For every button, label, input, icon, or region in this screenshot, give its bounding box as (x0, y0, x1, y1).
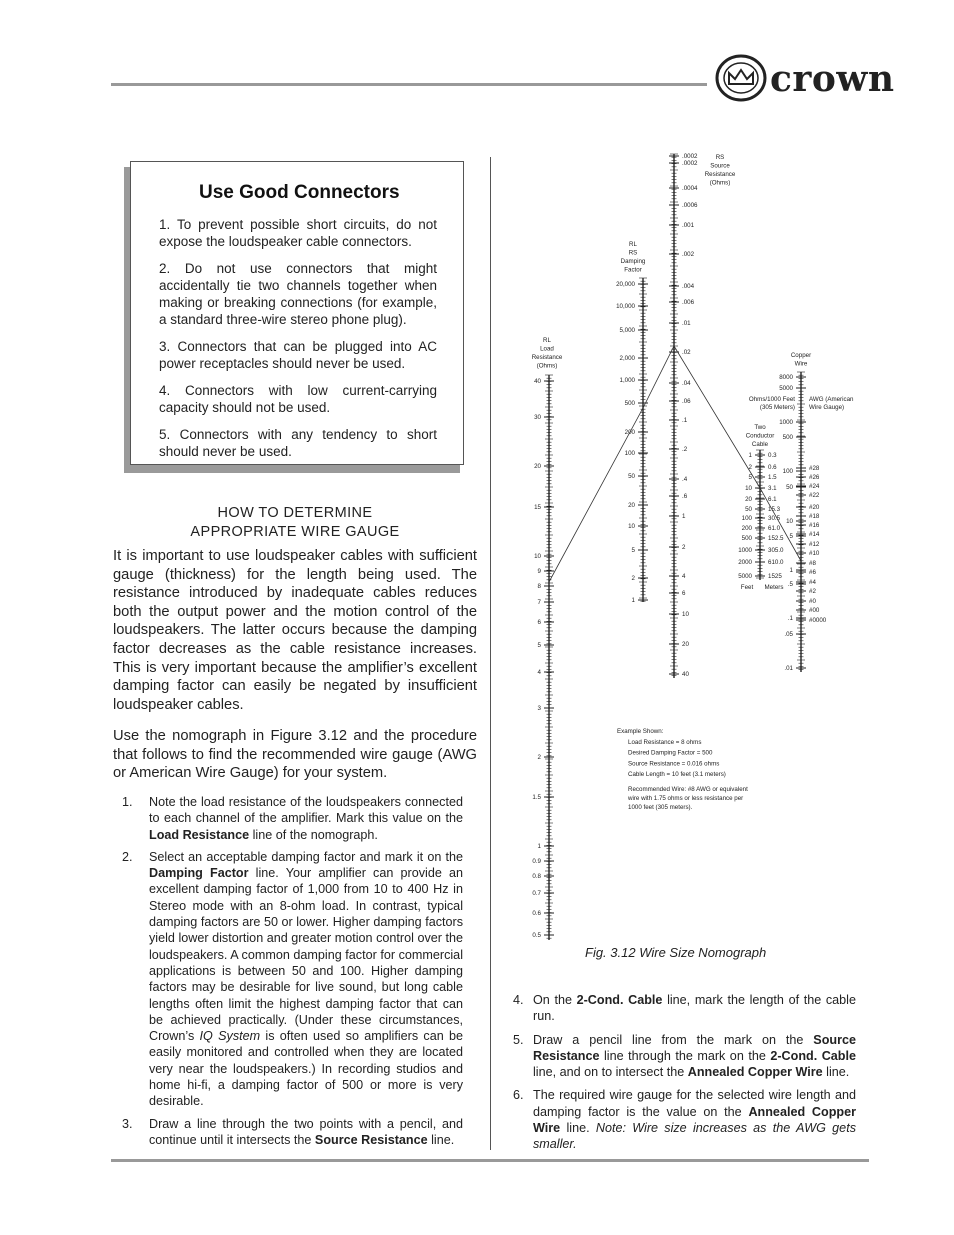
step-item: 4. On the 2-Cond. Cable line, mark the length of the cable run. (513, 993, 856, 1024)
source-tick-label: .04 (682, 380, 691, 387)
example-recommendation: Recommended Wire: #8 AWG or equivalent (628, 786, 748, 793)
load-tick-label: 9 (537, 568, 541, 575)
damping-tick-label: 5,000 (619, 327, 635, 334)
brand-wordmark: crown (770, 58, 895, 100)
damping-tick-label: 5 (631, 547, 635, 554)
copper-awg-label: #10 (809, 550, 820, 557)
copper-ohms-label: .5 (787, 581, 793, 588)
damping-tick-label: 50 (628, 473, 635, 480)
callout-item: 1. To prevent possible short circuits, do not expose the loudspeaker cable connectors. (159, 217, 437, 249)
callout-item: 5. Connectors with any tendency to short should never be used. (159, 427, 437, 459)
cable-feet-label: 500 (741, 535, 752, 542)
source-axis-label: Resistance (704, 171, 736, 178)
cable-feet-label: 1 (748, 452, 752, 459)
damping-tick-label: 10 (628, 523, 635, 530)
copper-awg-label: #28 (809, 465, 820, 472)
cable-meters-label: 30.5 (768, 515, 781, 522)
source-tick-label: .01 (682, 320, 691, 327)
load-tick-label: 8 (537, 583, 541, 590)
example-line: Source Resistance = 0.016 ohms (628, 760, 720, 768)
copper-ohms-label: 8000 (779, 374, 793, 381)
source-tick-label: .006 (682, 299, 695, 306)
header-rule (111, 83, 707, 86)
cable-feet-label: 2000 (738, 559, 752, 566)
damping-axis-label: RS (628, 249, 638, 257)
source-tick-label: 4 (682, 573, 686, 580)
load-tick-label: 7 (537, 599, 541, 606)
copper-awg-caption: AWG (American (809, 396, 854, 403)
cable-feet-label: 50 (745, 506, 752, 513)
crown-logo-icon (715, 53, 767, 103)
source-tick-label: .002 (682, 251, 695, 258)
copper-ohms-label: 5 (789, 533, 793, 540)
copper-ohms-label: 1 (789, 567, 793, 574)
copper-awg-label: #00 (809, 607, 820, 614)
source-tick-label: .02 (682, 349, 691, 356)
cable-feet-label: 10 (745, 485, 752, 492)
source-tick-label: 2 (682, 544, 686, 551)
copper-ohms-label: .1 (787, 615, 793, 622)
copper-awg-label: #0000 (809, 617, 827, 624)
source-tick-label: 6 (682, 590, 686, 597)
source-tick-label: .6 (682, 493, 688, 500)
cable-meters-label: 0.6 (768, 464, 777, 471)
copper-ohms-label: .05 (784, 631, 793, 638)
source-tick-label: .0002 (682, 153, 698, 160)
copper-ohms-caption: Ohms/1000 Feet (748, 396, 795, 403)
source-tick-label: .0002 (682, 160, 698, 167)
source-axis-label: RS (715, 154, 725, 161)
load-tick-label: 2 (537, 754, 541, 761)
cable-feet-caption: Feet (740, 584, 754, 591)
copper-awg-label: #12 (809, 541, 820, 548)
source-tick-label: .001 (682, 222, 695, 229)
damping-tick-label: 20 (628, 502, 635, 509)
copper-awg-label: #16 (809, 522, 820, 529)
example-title: Example Shown: (617, 728, 664, 735)
load-tick-label: 0.5 (532, 932, 541, 939)
cable-feet-label: 20 (745, 496, 752, 503)
section-heading: HOW TO DETERMINE APPROPRIATE WIRE GAUGE (190, 505, 400, 540)
step-item: 6. The required wire gauge for the selected wire length and damping factor is the value on the Annealed Copper Wire line. Note: Wire size increases as the AWG gets smaller. (513, 1088, 856, 1152)
damping-tick-label: 20,000 (616, 281, 635, 288)
copper-ohms-caption: (305 Meters) (759, 404, 795, 411)
copper-awg-label: #0 (809, 598, 816, 605)
load-tick-label: 10 (534, 553, 541, 560)
load-tick-label: 4 (537, 669, 541, 676)
cable-meters-label: 1.5 (768, 474, 777, 481)
procedure-steps-left (113, 794, 463, 1154)
copper-awg-label: #24 (809, 483, 820, 490)
copper-axis-label: Copper (790, 352, 812, 359)
copper-awg-label: #8 (809, 560, 816, 567)
example-recommendation: 1000 feet (305 meters). (628, 804, 693, 811)
step-item: 5. Draw a pencil line from the mark on the Source Resistance line through the mark on the 2-Cond. Cable line, and on to intersect the Annealed Copper Wire line. (513, 1032, 856, 1080)
load-tick-label: 0.8 (532, 873, 541, 880)
source-tick-label: .0006 (682, 202, 698, 209)
callout-item: 4. Connectors with low current-carrying capacity should not be used. (159, 383, 437, 415)
damping-axis-label: Damping (620, 258, 646, 265)
cable-meters-label: 3.1 (768, 485, 777, 492)
copper-awg-label: #26 (809, 474, 820, 481)
cable-meters-caption: Meters (764, 584, 784, 591)
cable-meters-label: 61.0 (768, 525, 781, 532)
load-axis-label: Resistance (531, 354, 563, 361)
load-axis-label: RL (543, 337, 551, 344)
source-tick-label: .4 (682, 476, 688, 483)
source-axis-label: Source (710, 162, 730, 170)
copper-ohms-label: .01 (784, 665, 793, 672)
procedure-steps-right (513, 992, 856, 1159)
cable-axis-label: Cable (751, 441, 769, 448)
column-divider (490, 157, 491, 1150)
cable-feet-label: 1000 (738, 547, 752, 554)
wire-size-nomograph (500, 150, 860, 950)
cable-meters-label: 6.1 (768, 496, 777, 503)
example-line: Desired Damping Factor = 500 (628, 749, 713, 757)
figure-caption: Fig. 3.12 Wire Size Nomograph (585, 945, 767, 960)
load-tick-label: 3 (537, 705, 541, 712)
load-tick-label: 6 (537, 619, 541, 626)
damping-tick-label: 1 (631, 597, 635, 604)
source-tick-label: .004 (682, 283, 695, 290)
copper-ohms-label: 50 (786, 484, 793, 491)
load-tick-label: 0.9 (532, 858, 541, 865)
step-item: 2. Select an acceptable damping factor and mark it on the Damping Factor line. Your amplifier can provide an excellent damping factor of 1,000 from 10 to 400 Hz in Stereo mode with an 8-ohm load. In contrast, typical damping factors are 50 or lower. Higher damping factors yield lower distortion and greater motion control over the loudspeakers. A common damping factor for commercial applications is between 50 and 100. Higher damping factors may be desirable for live sound, but long cable lengths often limit the highest damping factor that can be achieved practically. (Under these circumstances, Crown’s IQ System is often used so amplifiers can be easily monitored and controlled when they are located very near the loudspeakers.) In recording studios and home hi-fi, a damping factor of 500 or more is very desirable. (122, 849, 463, 1109)
footer-rule (111, 1159, 869, 1162)
cable-meters-label: 610.0 (768, 559, 784, 566)
copper-awg-label: #4 (809, 579, 816, 586)
cable-axis-label: Conductor (745, 432, 775, 440)
copper-awg-label: #20 (809, 504, 820, 511)
cable-meters-label: 1525 (768, 573, 782, 580)
source-tick-label: .0004 (682, 185, 698, 192)
source-tick-label: 40 (682, 671, 689, 678)
step-item: 1. Note the load resistance of the loudspeakers connected to each channel of the amplifier. Mark this value on the Load Resistance line of the nomograph. (122, 795, 463, 842)
damping-axis-label: Factor (624, 266, 642, 274)
damping-tick-label: 1,000 (619, 377, 635, 384)
copper-awg-label: #18 (809, 513, 820, 520)
cable-meters-label: 0.3 (768, 452, 777, 459)
source-tick-label: 10 (682, 611, 689, 618)
copper-awg-label: #6 (809, 569, 816, 576)
damping-tick-label: 200 (624, 429, 635, 436)
cable-meters-label: 152.5 (768, 535, 784, 542)
copper-awg-label: #2 (809, 588, 816, 595)
copper-ohms-label: 10 (786, 518, 793, 525)
connector-callout (130, 161, 464, 465)
damping-tick-label: 500 (624, 400, 635, 407)
source-tick-label: .2 (682, 446, 688, 453)
example-line: Cable Length = 10 feet (3.1 meters) (628, 771, 726, 779)
load-tick-label: 15 (534, 504, 541, 511)
copper-awg-label: #14 (809, 531, 820, 538)
cable-meters-label: 305.0 (768, 547, 784, 554)
damping-tick-label: 10,000 (616, 303, 635, 310)
load-axis-label: Load (540, 345, 554, 353)
load-tick-label: 20 (534, 463, 541, 470)
copper-ohms-label: 1000 (779, 419, 793, 426)
cable-meters-label: 15.3 (768, 506, 781, 513)
load-tick-label: 0.6 (532, 910, 541, 917)
procedure-paragraph: Use the nomograph in Figure 3.12 and the procedure that follows to find the recommended wire gauge (AWG or American Wire Gauge) for your system. (113, 728, 477, 782)
source-tick-label: .1 (682, 417, 688, 424)
damping-tick-label: 100 (624, 450, 635, 457)
copper-axis-label: Wire (794, 360, 808, 368)
source-tick-label: .06 (682, 398, 691, 405)
load-tick-label: 30 (534, 414, 541, 421)
callout-item: 3. Connectors that can be plugged into AC power receptacles should never be used. (159, 339, 437, 371)
damping-tick-label: 2,000 (619, 355, 635, 362)
source-tick-label: 1 (682, 513, 686, 520)
load-tick-label: 5 (537, 642, 541, 649)
callout-item: 2. Do not use connectors that might accidentally tie two channels together when making or breaking connections (for example, a standard three-wire stereo phone plug). (159, 261, 437, 327)
example-recommendation: wire with 1.75 ohms or less resistance per (628, 795, 744, 802)
load-tick-label: 40 (534, 378, 541, 385)
cable-axis-label: Two (754, 424, 766, 431)
damping-axis-label: RL (629, 241, 637, 248)
source-tick-label: 20 (682, 641, 689, 648)
intro-paragraph: It is important to use loudspeaker cables with sufficient gauge (thickness) for the length being used. The resistance introduced by inadequate cables reduces both the output power and the motion control of the loudspeakers. The latter occurs because the damping factor decreases as the cable resistance increases. This is very important because the amplifier’s excellent damping factor can easily be negated by insufficient loudspeaker cables. (113, 548, 477, 713)
load-tick-label: 0.7 (532, 890, 541, 897)
load-tick-label: 1.5 (532, 794, 541, 801)
damping-tick-label: 2 (631, 575, 635, 582)
cable-feet-label: 2 (748, 464, 752, 471)
copper-ohms-label: 5000 (779, 385, 793, 392)
cable-feet-label: 100 (741, 515, 752, 522)
step-item: 3. Draw a line through the two points with a pencil, and continue until it intersects the Source Resistance line. (122, 1116, 463, 1147)
cable-feet-label: 5000 (738, 573, 752, 580)
cable-feet-label: 200 (741, 525, 752, 532)
load-tick-label: 1 (537, 843, 541, 850)
copper-ohms-label: 500 (782, 434, 793, 441)
example-line: Load Resistance = 8 ohms (628, 739, 702, 746)
load-axis-label: (Ohms) (536, 362, 558, 370)
source-axis-label: (Ohms) (709, 179, 731, 187)
callout-title: Use Good Connectors (199, 182, 400, 203)
cable-feet-label: 5 (748, 474, 752, 481)
copper-awg-caption: Wire Gauge) (809, 404, 845, 411)
copper-ohms-label: 100 (782, 468, 793, 475)
copper-awg-label: #22 (809, 492, 820, 499)
